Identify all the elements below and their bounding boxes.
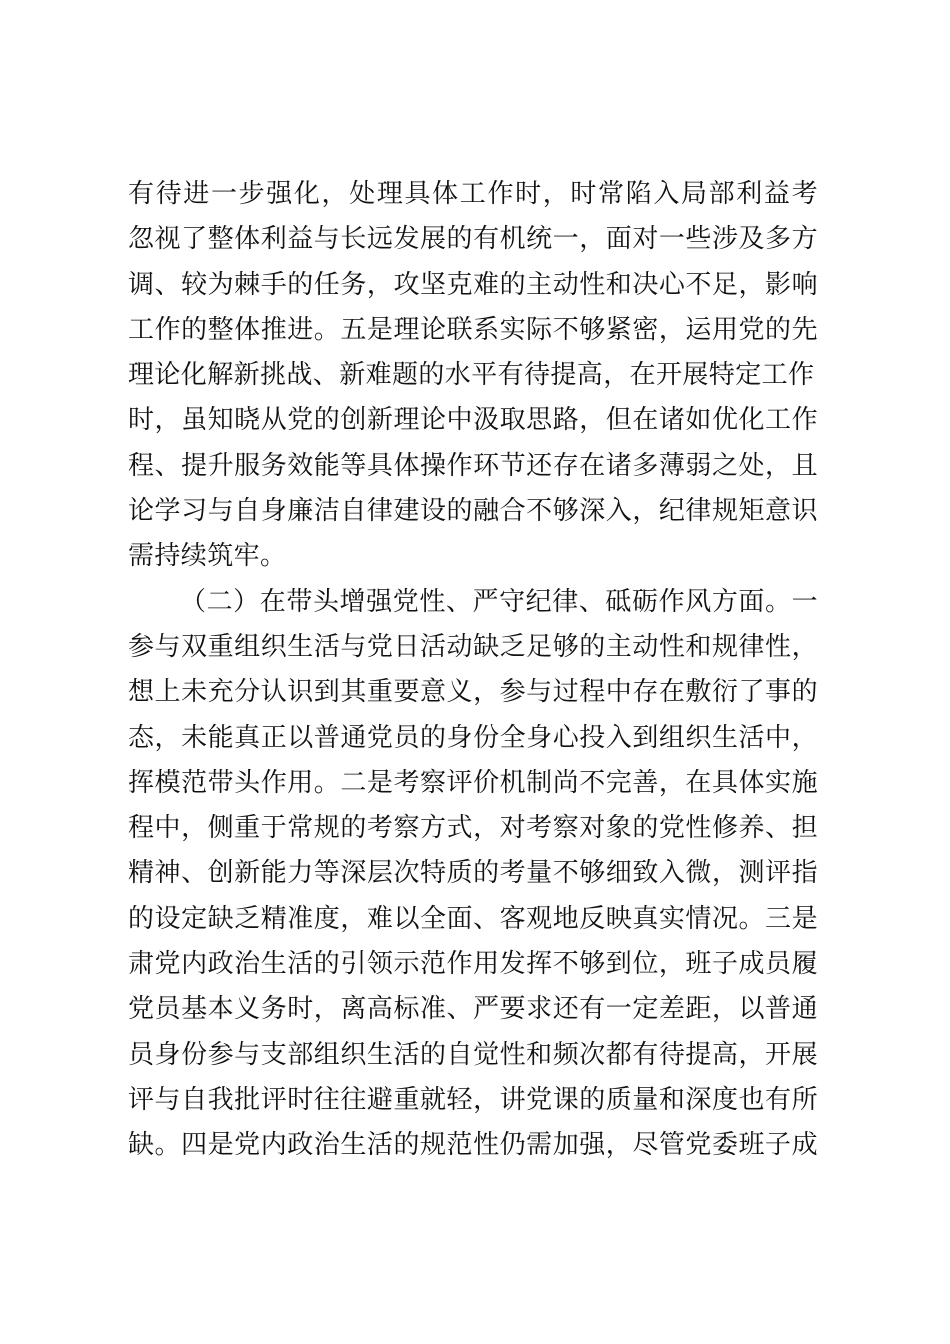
paragraph-line: 态，未能真正以普通党员的身份全身心投入到组织生活中，	[128, 722, 818, 753]
paragraph-line: 时，虽知晓从党的创新理论中汲取思路，但在诸如优化工作	[128, 405, 818, 436]
paragraph-line: 忽视了整体利益与长远发展的有机统一，面对一些涉及多方	[128, 224, 818, 255]
paragraph-line: 缺。四是党内政治生活的规范性仍需加强，尽管党委班子成	[128, 1130, 818, 1161]
paragraph-line: 工作的整体推进。五是理论联系实际不够紧密，运用党的先	[128, 314, 818, 345]
paragraph-line: 挥模范带头作用。二是考察评价机制尚不完善，在具体实施	[128, 767, 818, 798]
paragraph-line: 肃党内政治生活的引领示范作用发挥不够到位，班子成员履	[128, 949, 818, 980]
paragraph-line: 参与双重组织生活与党日活动缺乏足够的主动性和规律性，	[128, 631, 818, 662]
document-body	[128, 172, 818, 1169]
paragraph-line: 想上未充分认识到其重要意义，参与过程中存在敷衍了事的	[128, 677, 818, 708]
paragraph-line: 理论化解新挑战、新难题的水平有待提高，在开展特定工作	[128, 360, 815, 391]
paragraph-2	[128, 580, 818, 1169]
paragraph-line: 评与自我批评时往往避重就轻，讲党课的质量和深度也有所	[128, 1084, 818, 1115]
paragraph-line: 的设定缺乏精准度，难以全面、客观地反映真实情况。三是	[128, 903, 818, 934]
paragraph-line: 需持续筑牢。	[128, 541, 287, 572]
paragraph-line: 党员基本义务时，离高标准、严要求还有一定差距，以普通	[128, 994, 818, 1025]
paragraph-line: 员身份参与支部组织生活的自觉性和频次都有待提高，开展	[128, 1039, 818, 1070]
paragraph-line: 调、较为棘手的任务，攻坚克难的主动性和决心不足，影响	[128, 269, 818, 300]
paragraph-line: （二）在带头增强党性、严守纪律、砥砺作风方面。一	[180, 586, 818, 617]
paragraph-line: 程中，侧重于常规的考察方式，对考察对象的党性修养、担	[128, 813, 818, 844]
paragraph-1	[128, 172, 818, 580]
paragraph-line: 论学习与自身廉洁自律建设的融合不够深入，纪律规矩意识	[128, 496, 818, 527]
paragraph-line: 精神、创新能力等深层次特质的考量不够细致入微，测评指	[128, 858, 818, 889]
paragraph-line: 程、提升服务效能等具体操作环节还存在诸多薄弱之处，且	[128, 450, 818, 481]
paragraph-line: 有待进一步强化，处理具体工作时，时常陷入局部利益考	[128, 179, 818, 209]
